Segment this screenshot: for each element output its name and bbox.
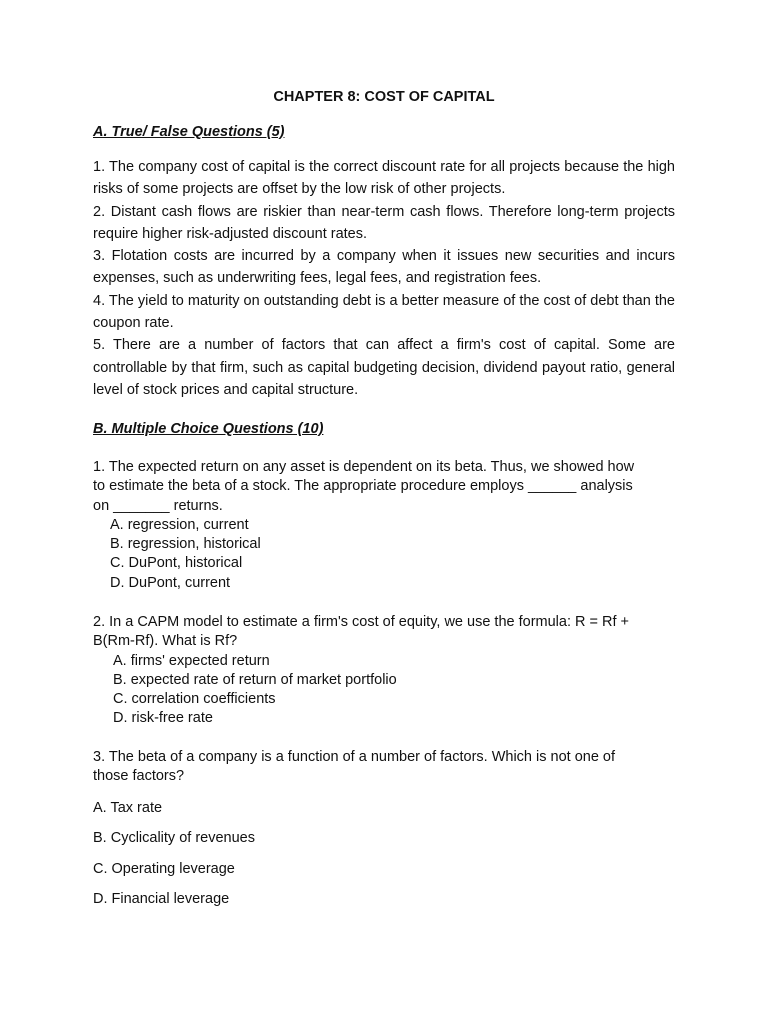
mc-q3-stem-line-2: those factors?	[93, 768, 185, 785]
mc-q1-stem-line-1: 1. The expected return on any asset is dependent on its beta. Thus, we showed how	[93, 459, 635, 475]
mc-q1-stem-line-2: to estimate the beta of a stock. The appropriate procedure employs ______ analysis	[93, 478, 633, 495]
section-b-heading: B. Multiple Choice Questions (10)	[93, 421, 324, 437]
mc-question-2	[93, 613, 675, 729]
mc-q3-option-a: A. Tax rate	[93, 800, 163, 816]
mc-q3-option-c: C. Operating leverage	[93, 861, 235, 877]
mc-q2-option-b: B. expected rate of return of market portfolio	[113, 671, 397, 688]
mc-q1-option-d: D. DuPont, current	[110, 574, 231, 591]
mc-q2-stem-line-1: 2. In a CAPM model to estimate a firm's cost of equity, we use the formula: R = Rf +	[93, 614, 629, 630]
mc-q2-option-a: A. firms' expected return	[113, 652, 270, 669]
mc-question-1	[93, 458, 675, 593]
mc-q1-option-c: C. DuPont, historical	[110, 555, 243, 572]
tf-question-3: 3. Flotation costs are incurred by a company when it issues new securities and incurs expenses, such as underwriting fees, legal fees, and registration fees.	[93, 248, 675, 287]
tf-question-5: 5. There are a number of factors that can affect a firm's cost of capital. Some are controllable by that firm, such as capital budgeting decision, dividend payout ratio, general level of stock prices and capital structure.	[93, 337, 675, 398]
true-false-questions	[93, 156, 675, 401]
mc-question-3	[93, 748, 675, 787]
mc-q1-option-b: B. regression, historical	[110, 536, 261, 553]
section-a-heading: A. True/ False Questions (5)	[93, 124, 285, 140]
chapter-title: CHAPTER 8: COST OF CAPITAL	[273, 89, 495, 105]
tf-question-1: 1. The company cost of capital is the correct discount rate for all projects because the high risks of some projects are offset by the low risk of other projects.	[93, 159, 675, 198]
mc-q1-option-a: A. regression, current	[110, 516, 249, 533]
mc-q2-option-c: C. correlation coefficients	[113, 691, 276, 708]
tf-question-2: 2. Distant cash flows are riskier than near-term cash flows. Therefore long-term projects require higher risk-adjusted discount rates.	[93, 203, 675, 242]
mc-q3-option-d: D. Financial leverage	[93, 891, 230, 907]
mc-q3-stem-line-1: 3. The beta of a company is a function of a number of factors. Which is not one of	[93, 749, 616, 765]
tf-question-4: 4. The yield to maturity on outstanding debt is a better measure of the cost of debt than the coupon rate.	[93, 292, 675, 332]
mc-q1-stem-line-3: on _______ returns.	[93, 497, 223, 514]
mc-q2-stem-line-2: B(Rm-Rf). What is Rf?	[93, 633, 238, 650]
mc-q2-option-d: D. risk-free rate	[113, 710, 213, 727]
mc-q3-option-b: B. Cyclicality of revenues	[93, 830, 255, 846]
